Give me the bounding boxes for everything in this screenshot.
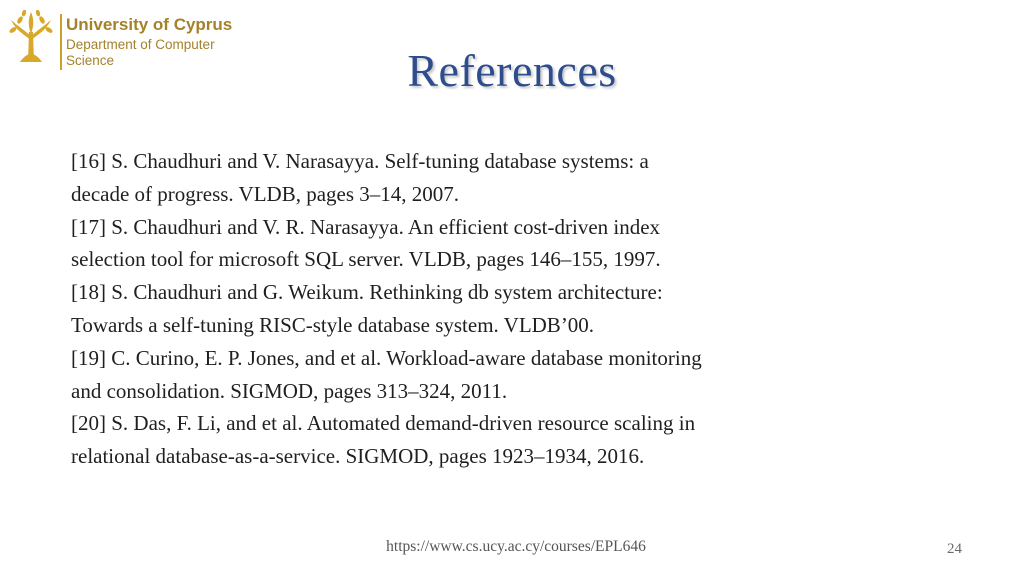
slide-title: References (407, 45, 617, 96)
page-number: 24 (947, 541, 962, 557)
reference-line: relational database-as-a-service. SIGMOD, pages 1923–1934, 2016. (71, 444, 645, 469)
reference-line: and consolidation. SIGMOD, pages 313–324, 2011. (71, 378, 508, 403)
reference-line: selection tool for microsoft SQL server. VLDB, pages 146–155, 1997. (71, 247, 661, 272)
logo-department-name: Department of Computer (66, 37, 215, 52)
reference-line: Towards a self-tuning RISC-style database system. VLDB’00. (71, 312, 595, 337)
reference-line: decade of progress. VLDB, pages 3–14, 2007. (71, 181, 460, 206)
reference-item (71, 211, 831, 277)
reference-item (71, 407, 831, 473)
reference-line: [18] S. Chaudhuri and G. Weikum. Rethinking db system architecture: (71, 280, 663, 305)
reference-line: [20] S. Das, F. Li, and et al. Automated demand-driven resource scaling in (71, 411, 696, 436)
reference-item (71, 342, 831, 408)
logo-department-name-line2: Science (66, 53, 115, 68)
reference-item (71, 276, 831, 342)
reference-line: [16] S. Chaudhuri and V. Narasayya. Self-tuning database systems: a (71, 149, 649, 173)
reference-list (71, 145, 831, 473)
reference-line: [19] C. Curino, E. P. Jones, and et al. Workload-aware database monitoring (71, 345, 702, 370)
reference-item (71, 145, 831, 211)
logo-university-name: University of Cyprus (66, 15, 233, 34)
footer-url[interactable]: https://www.cs.ucy.ac.cy/courses/EPL646 (386, 538, 646, 555)
reference-line: [17] S. Chaudhuri and V. R. Narasayya. An efficient cost-driven index (71, 214, 661, 239)
